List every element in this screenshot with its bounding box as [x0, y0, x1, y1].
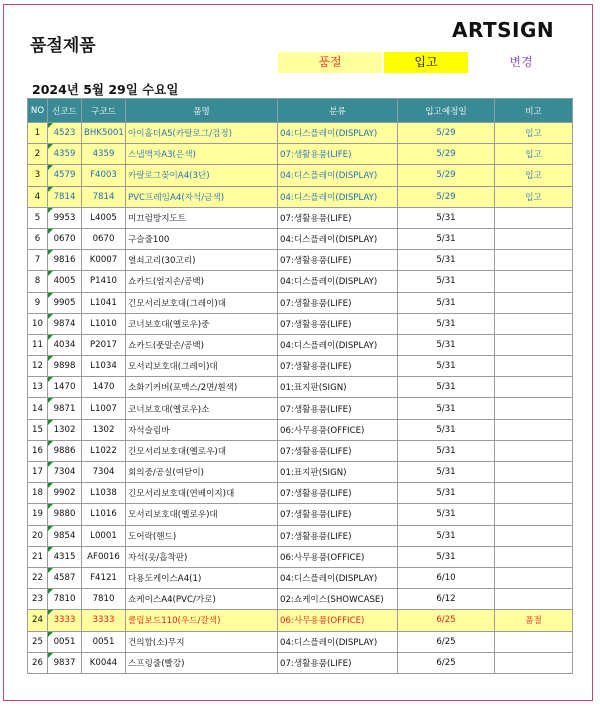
cell-note[interactable] — [495, 292, 573, 313]
cell-old-code[interactable]: AF0016 — [82, 546, 126, 567]
cell-new-code[interactable]: 0670 — [48, 228, 82, 249]
table-row — [28, 631, 573, 652]
cell-category[interactable]: 06:사무용품(OFFICE) — [278, 546, 398, 567]
cell-no[interactable]: 18 — [28, 483, 48, 504]
cell-new-code[interactable]: 4005 — [48, 271, 82, 292]
cell-old-code[interactable]: 1470 — [82, 377, 126, 398]
cell-date[interactable]: 6/25 — [398, 610, 495, 631]
cell-date[interactable]: 5/29 — [398, 123, 495, 144]
cell-note[interactable] — [495, 440, 573, 461]
cell-no[interactable]: 14 — [28, 398, 48, 419]
cell-old-code[interactable]: L1041 — [82, 292, 126, 313]
cell-note[interactable] — [495, 504, 573, 525]
cell-category[interactable]: 07:생활용품(LIFE) — [278, 144, 398, 165]
cell-category[interactable]: 07:생활용품(LIFE) — [278, 313, 398, 334]
cell-note[interactable] — [495, 271, 573, 292]
cell-name[interactable]: 긴모서리보호대(그레이)대 — [126, 292, 278, 313]
table-row — [28, 567, 573, 588]
cell-no[interactable]: 26 — [28, 652, 48, 673]
table-row — [28, 440, 573, 461]
cell-no[interactable]: 25 — [28, 631, 48, 652]
table-row — [28, 419, 573, 440]
cell-old-code[interactable]: L1034 — [82, 356, 126, 377]
cell-category[interactable]: 07:생활용품(LIFE) — [278, 504, 398, 525]
cell-date[interactable]: 5/29 — [398, 144, 495, 165]
cell-name[interactable]: 코너보호대(옐로우)중 — [126, 313, 278, 334]
cell-old-code[interactable]: 0051 — [82, 631, 126, 652]
table-row — [28, 356, 573, 377]
cell-no[interactable]: 6 — [28, 228, 48, 249]
cell-old-code[interactable]: P2017 — [82, 334, 126, 355]
cell-no[interactable]: 13 — [28, 377, 48, 398]
cell-old-code[interactable]: L1016 — [82, 504, 126, 525]
column-header-no[interactable]: NO — [28, 99, 48, 123]
table-row — [28, 483, 573, 504]
cell-date[interactable]: 5/29 — [398, 165, 495, 186]
cell-name[interactable]: 스냅액자A3(은색) — [126, 144, 278, 165]
cell-no[interactable]: 22 — [28, 567, 48, 588]
cell-old-code[interactable]: 7814 — [82, 186, 126, 207]
cell-date[interactable]: 5/31 — [398, 483, 495, 504]
cell-note[interactable] — [495, 462, 573, 483]
cell-no[interactable]: 19 — [28, 504, 48, 525]
cell-name[interactable]: 구슬줄100 — [126, 228, 278, 249]
cell-date[interactable]: 5/31 — [398, 228, 495, 249]
cell-note[interactable]: 입고 — [495, 165, 573, 186]
cell-note[interactable]: 입고 — [495, 123, 573, 144]
cell-name[interactable]: 회의중/공실(여닫이) — [126, 462, 278, 483]
cell-note[interactable] — [495, 228, 573, 249]
cell-name[interactable]: 모서리보호대(옐로우)대 — [126, 504, 278, 525]
cell-new-code[interactable]: 9905 — [48, 292, 82, 313]
table-row — [28, 271, 573, 292]
cell-category[interactable]: 07:생활용품(LIFE) — [278, 356, 398, 377]
cell-note[interactable] — [495, 525, 573, 546]
cell-name[interactable]: 쇼케이스A4(PVC/가로) — [126, 589, 278, 610]
table-row — [28, 292, 573, 313]
cell-category[interactable]: 04:디스플레이(DISPLAY) — [278, 334, 398, 355]
cell-new-code[interactable]: 9898 — [48, 356, 82, 377]
cell-date[interactable]: 6/25 — [398, 631, 495, 652]
cell-new-code[interactable]: 3333 — [48, 610, 82, 631]
cell-note[interactable] — [495, 483, 573, 504]
page-title: 품절제품 — [30, 36, 96, 56]
cell-no[interactable]: 7 — [28, 250, 48, 271]
cell-new-code[interactable]: 4359 — [48, 144, 82, 165]
cell-date[interactable]: 5/31 — [398, 419, 495, 440]
cell-name[interactable]: 다용도케이스A4(1) — [126, 567, 278, 588]
cell-name[interactable]: 클립보드110(우드/갈색) — [126, 610, 278, 631]
cell-category[interactable]: 01:표지판(SIGN) — [278, 377, 398, 398]
table-row — [28, 123, 573, 144]
report-date: 2024년 5월 29일 수요일 — [32, 82, 179, 97]
soldout-table — [27, 98, 573, 674]
cell-note[interactable] — [495, 589, 573, 610]
cell-category[interactable]: 04:디스플레이(DISPLAY) — [278, 271, 398, 292]
table-row — [28, 165, 573, 186]
legend-incoming: 입고 — [384, 52, 468, 73]
cell-name[interactable]: 스프링줄(빨강) — [126, 652, 278, 673]
cell-no[interactable]: 11 — [28, 334, 48, 355]
cell-new-code[interactable]: 9953 — [48, 207, 82, 228]
cell-old-code[interactable]: K0044 — [82, 652, 126, 673]
cell-no[interactable]: 16 — [28, 440, 48, 461]
cell-no[interactable]: 24 — [28, 610, 48, 631]
cell-note[interactable] — [495, 546, 573, 567]
cell-new-code[interactable]: 9874 — [48, 313, 82, 334]
table-header-row — [28, 99, 573, 123]
cell-new-code[interactable]: 4587 — [48, 567, 82, 588]
table-row — [28, 207, 573, 228]
cell-no[interactable]: 8 — [28, 271, 48, 292]
cell-new-code[interactable]: 1470 — [48, 377, 82, 398]
cell-no[interactable]: 17 — [28, 462, 48, 483]
cell-new-code[interactable]: 4315 — [48, 546, 82, 567]
cell-category[interactable]: 02:쇼케이스(SHOWCASE) — [278, 589, 398, 610]
cell-new-code[interactable]: 7810 — [48, 589, 82, 610]
cell-name[interactable]: 긴모서리보호대(옐로우)대 — [126, 440, 278, 461]
cell-note[interactable]: 입고 — [495, 186, 573, 207]
cell-category[interactable]: 07:생활용품(LIFE) — [278, 207, 398, 228]
cell-name[interactable]: 코너보호대(옐로우)소 — [126, 398, 278, 419]
cell-no[interactable]: 21 — [28, 546, 48, 567]
cell-name[interactable]: 자석슬림바 — [126, 419, 278, 440]
cell-date[interactable]: 5/31 — [398, 292, 495, 313]
column-header-date[interactable]: 입고예정일 — [398, 99, 495, 123]
cell-date[interactable]: 5/31 — [398, 525, 495, 546]
cell-date[interactable]: 6/12 — [398, 589, 495, 610]
cell-date[interactable]: 6/25 — [398, 652, 495, 673]
cell-no[interactable]: 2 — [28, 144, 48, 165]
cell-date[interactable]: 5/31 — [398, 313, 495, 334]
cell-old-code[interactable]: P1410 — [82, 271, 126, 292]
cell-category[interactable]: 04:디스플레이(DISPLAY) — [278, 228, 398, 249]
cell-category[interactable]: 01:표지판(SIGN) — [278, 462, 398, 483]
cell-note[interactable] — [495, 250, 573, 271]
cell-no[interactable]: 3 — [28, 165, 48, 186]
cell-new-code[interactable]: 0051 — [48, 631, 82, 652]
cell-category[interactable]: 07:생활용품(LIFE) — [278, 525, 398, 546]
cell-old-code[interactable]: 1302 — [82, 419, 126, 440]
table-row — [28, 652, 573, 673]
cell-no[interactable]: 1 — [28, 123, 48, 144]
cell-new-code[interactable]: 9886 — [48, 440, 82, 461]
cell-name[interactable]: 쇼카드(엄지손/공백) — [126, 271, 278, 292]
table-row — [28, 144, 573, 165]
cell-name[interactable]: 쇼카드(풋말손/공백) — [126, 334, 278, 355]
cell-date[interactable]: 6/10 — [398, 567, 495, 588]
column-header-new-code[interactable]: 신코드 — [48, 99, 82, 123]
cell-date[interactable]: 5/31 — [398, 271, 495, 292]
cell-category[interactable]: 06:사무용품(OFFICE) — [278, 419, 398, 440]
cell-name[interactable]: 긴모서리보호대(연베이지)대 — [126, 483, 278, 504]
cell-date[interactable]: 5/31 — [398, 504, 495, 525]
cell-old-code[interactable]: F4003 — [82, 165, 126, 186]
cell-date[interactable]: 5/31 — [398, 250, 495, 271]
cell-category[interactable]: 06:사무용품(OFFICE) — [278, 610, 398, 631]
table-row — [28, 377, 573, 398]
cell-name[interactable]: 소화기커버(포맥스/2면/흰색) — [126, 377, 278, 398]
cell-note[interactable] — [495, 631, 573, 652]
table-row — [28, 250, 573, 271]
table-row — [28, 589, 573, 610]
cell-category[interactable]: 04:디스플레이(DISPLAY) — [278, 165, 398, 186]
cell-old-code[interactable]: L1022 — [82, 440, 126, 461]
cell-name[interactable]: 미끄럼방지도트 — [126, 207, 278, 228]
cell-date[interactable]: 5/31 — [398, 207, 495, 228]
cell-new-code[interactable]: 4523 — [48, 123, 82, 144]
cell-new-code[interactable]: 4579 — [48, 165, 82, 186]
cell-name[interactable]: PVC프레임A4(자석/금색) — [126, 186, 278, 207]
cell-no[interactable]: 12 — [28, 356, 48, 377]
cell-note[interactable] — [495, 419, 573, 440]
cell-old-code[interactable]: L1010 — [82, 313, 126, 334]
cell-old-code[interactable]: L1007 — [82, 398, 126, 419]
cell-old-code[interactable]: F4121 — [82, 567, 126, 588]
cell-category[interactable]: 07:생활용품(LIFE) — [278, 250, 398, 271]
cell-no[interactable]: 23 — [28, 589, 48, 610]
cell-note[interactable] — [495, 207, 573, 228]
cell-name[interactable]: 건의함(소)무지 — [126, 631, 278, 652]
column-header-note[interactable]: 비고 — [495, 99, 573, 123]
table-row — [28, 228, 573, 249]
brand-logo: ARTSIGN — [452, 18, 555, 42]
cell-new-code[interactable]: 9837 — [48, 652, 82, 673]
table-row — [28, 186, 573, 207]
table-row — [28, 525, 573, 546]
table-row — [28, 546, 573, 567]
cell-no[interactable]: 20 — [28, 525, 48, 546]
cell-old-code[interactable]: K0007 — [82, 250, 126, 271]
cell-note[interactable]: 품절 — [495, 610, 573, 631]
table-row — [28, 313, 573, 334]
cell-old-code[interactable]: 3333 — [82, 610, 126, 631]
cell-name[interactable]: 아이홀더A5(카랄로그/검정) — [126, 123, 278, 144]
cell-note[interactable] — [495, 356, 573, 377]
cell-name[interactable]: 도어락(핸드) — [126, 525, 278, 546]
cell-old-code[interactable]: 7810 — [82, 589, 126, 610]
cell-name[interactable]: 모서리보호대(그레이)대 — [126, 356, 278, 377]
cell-note[interactable] — [495, 652, 573, 673]
cell-date[interactable]: 5/29 — [398, 186, 495, 207]
cell-old-code[interactable]: 0670 — [82, 228, 126, 249]
table-row — [28, 462, 573, 483]
cell-note[interactable]: 입고 — [495, 144, 573, 165]
cell-new-code[interactable]: 9816 — [48, 250, 82, 271]
cell-name[interactable]: 열쇠고리(30고리) — [126, 250, 278, 271]
cell-category[interactable]: 04:디스플레이(DISPLAY) — [278, 186, 398, 207]
column-header-category[interactable]: 분류 — [278, 99, 398, 123]
cell-new-code[interactable]: 9902 — [48, 483, 82, 504]
cell-old-code[interactable]: BHK5001 — [82, 123, 126, 144]
table-row — [28, 504, 573, 525]
cell-note[interactable] — [495, 377, 573, 398]
table-row — [28, 398, 573, 419]
cell-new-code[interactable]: 1302 — [48, 419, 82, 440]
cell-category[interactable]: 04:디스플레이(DISPLAY) — [278, 123, 398, 144]
cell-no[interactable]: 9 — [28, 292, 48, 313]
cell-date[interactable]: 5/31 — [398, 356, 495, 377]
cell-new-code[interactable]: 7814 — [48, 186, 82, 207]
cell-old-code[interactable]: L0001 — [82, 525, 126, 546]
cell-category[interactable]: 07:생활용품(LIFE) — [278, 483, 398, 504]
cell-new-code[interactable]: 7304 — [48, 462, 82, 483]
cell-category[interactable]: 04:디스플레이(DISPLAY) — [278, 631, 398, 652]
cell-no[interactable]: 4 — [28, 186, 48, 207]
cell-no[interactable]: 10 — [28, 313, 48, 334]
cell-old-code[interactable]: 4359 — [82, 144, 126, 165]
cell-category[interactable]: 07:생활용품(LIFE) — [278, 398, 398, 419]
cell-old-code[interactable]: 7304 — [82, 462, 126, 483]
cell-note[interactable] — [495, 398, 573, 419]
cell-date[interactable]: 5/31 — [398, 377, 495, 398]
cell-category[interactable]: 07:생활용품(LIFE) — [278, 652, 398, 673]
column-header-old-code[interactable]: 구코드 — [82, 99, 126, 123]
cell-name[interactable]: 카랄로그꽂이A4(3단) — [126, 165, 278, 186]
cell-category[interactable]: 07:생활용품(LIFE) — [278, 440, 398, 461]
table-row — [28, 610, 573, 631]
cell-old-code[interactable]: L1038 — [82, 483, 126, 504]
cell-date[interactable]: 5/31 — [398, 546, 495, 567]
cell-new-code[interactable]: 4034 — [48, 334, 82, 355]
column-header-name[interactable]: 품명 — [126, 99, 278, 123]
cell-date[interactable]: 5/31 — [398, 398, 495, 419]
cell-note[interactable] — [495, 334, 573, 355]
cell-note[interactable] — [495, 313, 573, 334]
legend-changed: 변경 — [509, 55, 533, 69]
cell-date[interactable]: 5/31 — [398, 440, 495, 461]
cell-old-code[interactable]: L4005 — [82, 207, 126, 228]
table-row — [28, 334, 573, 355]
cell-new-code[interactable]: 9854 — [48, 525, 82, 546]
cell-new-code[interactable]: 9871 — [48, 398, 82, 419]
cell-no[interactable]: 15 — [28, 419, 48, 440]
cell-category[interactable]: 07:생활용품(LIFE) — [278, 292, 398, 313]
cell-date[interactable]: 5/31 — [398, 462, 495, 483]
cell-no[interactable]: 5 — [28, 207, 48, 228]
cell-date[interactable]: 5/31 — [398, 334, 495, 355]
cell-note[interactable] — [495, 567, 573, 588]
cell-name[interactable]: 자석(옷/흡착판) — [126, 546, 278, 567]
cell-category[interactable]: 04:디스플레이(DISPLAY) — [278, 567, 398, 588]
cell-new-code[interactable]: 9880 — [48, 504, 82, 525]
legend-soldout: 품절 — [278, 52, 382, 73]
